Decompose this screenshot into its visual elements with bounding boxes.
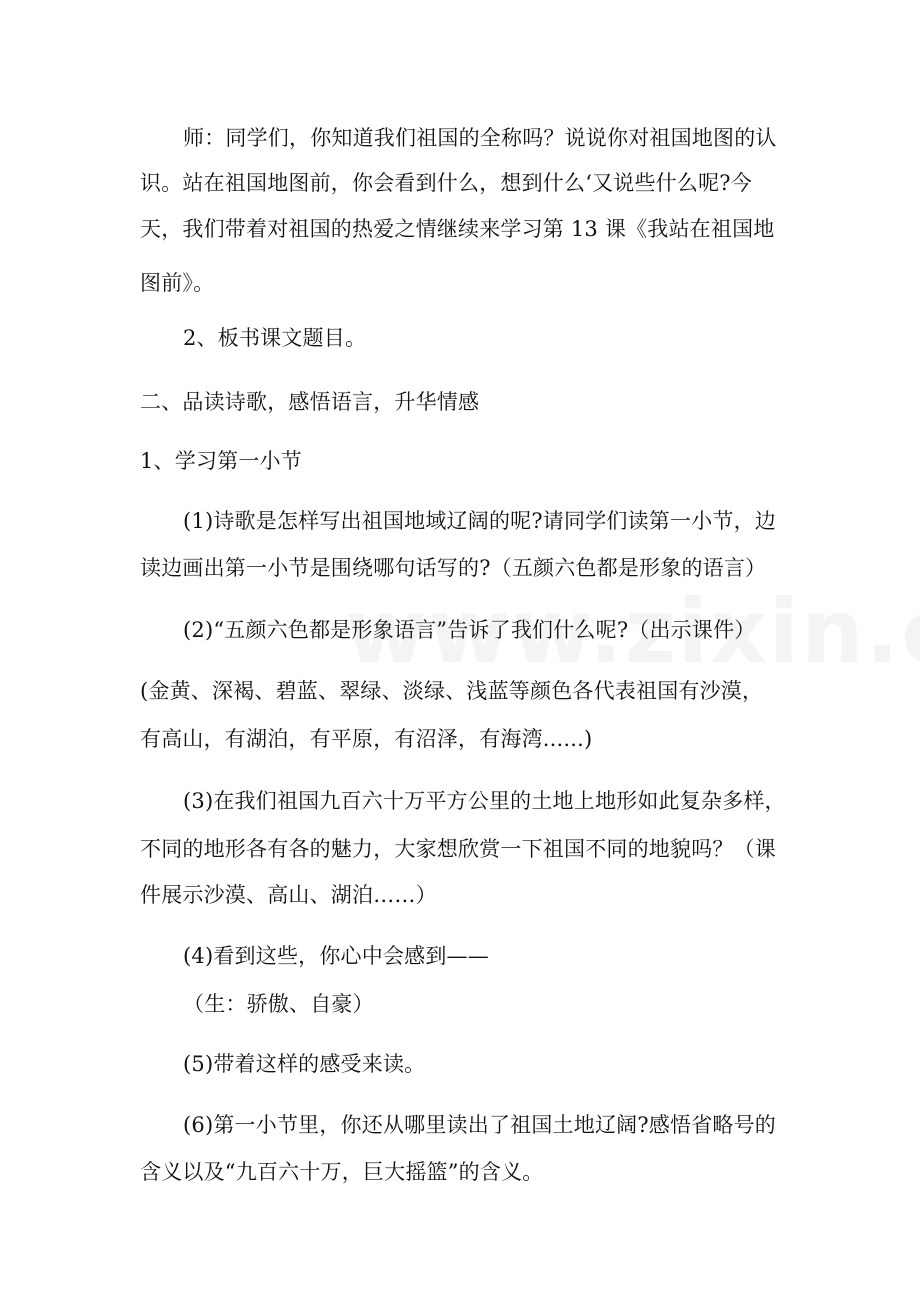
paragraph-line: 不同的地形各有各的魅力，大家想欣赏一下祖国不同的地貌吗？（课 (140, 837, 776, 861)
paragraph-line: (4)看到这些，你心中会感到—— (183, 944, 489, 968)
section-heading: 二、品读诗歌，感悟语言，升华情感 (140, 390, 480, 414)
paragraph-line: 天，我们带着对祖国的热爱之情继续来学习第 13 课《我站在祖国地 (140, 217, 775, 241)
subsection-heading: 1、学习第一小节 (140, 449, 302, 473)
paragraph-line: 识。站在祖国地图前，你会看到什么，想到什么‘又说些什么呢?今 (140, 171, 752, 195)
paragraph-line: (6)第一小节里，你还从哪里读出了祖国土地辽阔?感悟省略号的 (183, 1113, 777, 1137)
paragraph-line: 件展示沙漠、高山、湖泊……） (140, 883, 437, 907)
paragraph-line: (金黄、深褐、碧蓝、翠绿、淡绿、浅蓝等颜色各代表祖国有沙漠， (140, 679, 764, 703)
paragraph-line: 2、板书课文题目。 (183, 326, 367, 350)
paragraph-line: （生：骄傲、自豪） (183, 992, 374, 1016)
paragraph-line: 有高山，有湖泊，有平原，有沼泽，有海湾......) (140, 727, 593, 751)
paragraph-line: 读边画出第一小节是围绕哪句话写的?（五颜六色都是形象的语言） (140, 556, 767, 580)
paragraph-line: 含义以及“九百六十万，巨大摇篮”的含义。 (140, 1160, 544, 1184)
paragraph-line: (3)在我们祖国九百六十万平方公里的土地上地形如此复杂多样， (183, 789, 786, 813)
paragraph-line: (2)“五颜六色都是形象语言”告诉了我们什么呢?（出示课件） (183, 618, 756, 642)
paragraph-line: (1)诗歌是怎样写出祖国地域辽阔的呢?请同学们读第一小节，边 (183, 509, 777, 533)
paragraph-line: 师：同学们，你知道我们祖国的全称吗？说说你对祖国地图的认 (183, 126, 777, 150)
paragraph-line: 图前》。 (140, 271, 215, 295)
paragraph-line: (5)带着这样的感受来读。 (183, 1052, 426, 1076)
